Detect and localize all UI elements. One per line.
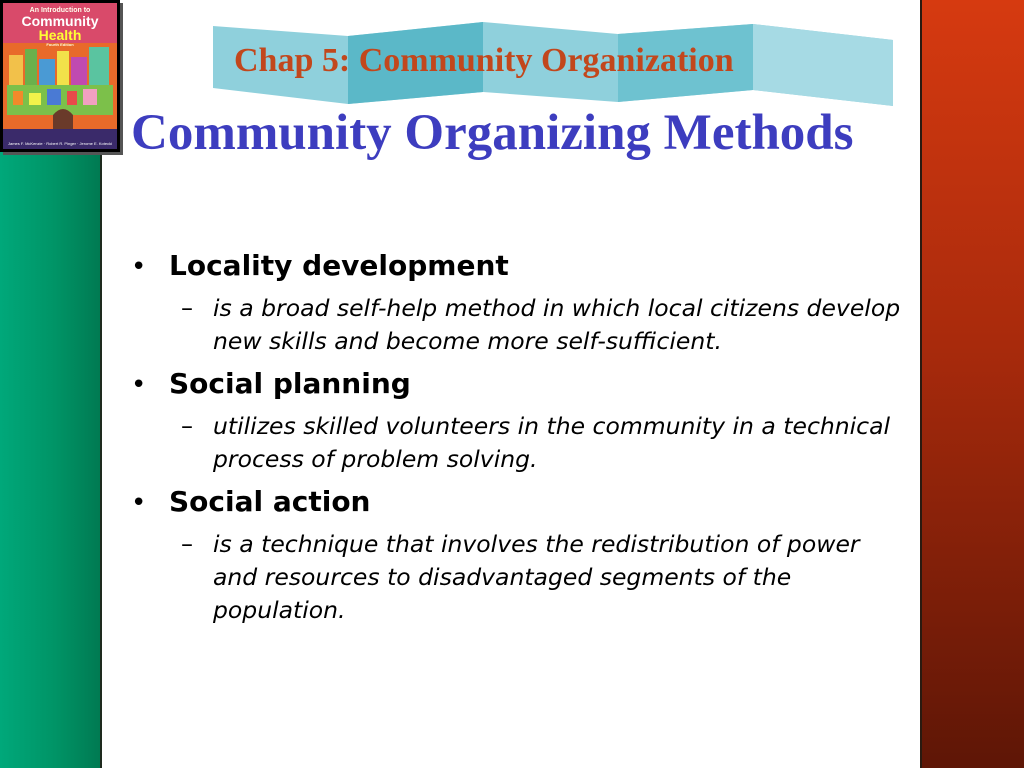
- book-title: [3, 7, 117, 47]
- book-edition: Fourth Edition: [46, 42, 74, 47]
- dash-icon: –: [181, 294, 193, 322]
- chapter-label: Chap 5: Community Organization: [234, 42, 734, 79]
- bullet-item-locality-development: [131, 246, 901, 358]
- book-title-line3: Health: [38, 27, 82, 43]
- bullet-item-social-action: [131, 482, 901, 627]
- bullet-heading: Social action: [169, 485, 371, 518]
- bullet-heading: Social planning: [169, 367, 411, 400]
- book-authors: James F. McKenzie · Robert R. Pinger · Jerome E. Kotecki: [7, 141, 113, 146]
- book-title-line2: Community: [21, 13, 99, 29]
- dash-icon: –: [181, 530, 193, 558]
- bullet-icon: •: [131, 488, 147, 518]
- slide-content: [131, 246, 901, 627]
- bullet-detail: is a broad self-help method in which local citizens develop new skills and become more self-sufficient.: [213, 294, 901, 355]
- book-title-line1: An Introduction to: [29, 7, 91, 14]
- bullet-item-social-planning: [131, 364, 901, 476]
- bullet-detail: utilizes skilled volunteers in the community in a technical process of problem solving.: [213, 412, 891, 473]
- bullet-heading: Locality development: [169, 249, 509, 282]
- slide-title: Community Organizing Methods: [131, 105, 854, 161]
- book-cover-art: [3, 3, 117, 149]
- dash-icon: –: [181, 412, 193, 440]
- bullet-detail: is a technique that involves the redistribution of power and resources to disadvantaged segments of the population.: [213, 530, 860, 624]
- book-cover-image: [0, 0, 120, 152]
- bullet-icon: •: [131, 252, 147, 282]
- bullet-icon: •: [131, 370, 147, 400]
- right-decorative-bar: [920, 0, 1024, 768]
